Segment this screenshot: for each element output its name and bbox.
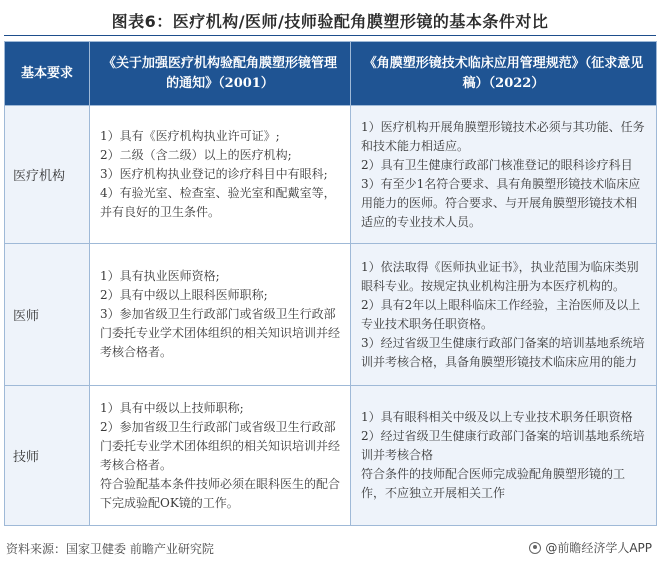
physician-2022-cell	[351, 244, 657, 386]
list-item: 3）参加省级卫生行政部门或省级卫生行政部门委托专业学术团体组织的相关知识培训并经考核合格者。	[100, 307, 341, 359]
row-label-physician: 医师	[5, 244, 90, 386]
list-item: 3）经过省级卫生健康行政部门备案的培训基地系统培训并考核合格，具备角膜塑形镜技术临床应用的能力	[361, 335, 645, 369]
header-notice-2001: 《关于加强医疗机构验配角膜塑形镜管理的通知》（2001）	[90, 42, 351, 106]
list-item: 2）二级（含二级）以上的医疗机构;	[100, 148, 292, 162]
institution-2022-cell	[351, 106, 657, 244]
chart-title: 图表6：医疗机构/医师/技师验配角膜塑形镜的基本条件对比	[111, 12, 549, 31]
list-item: 符合条件的技师配合医师完成验配角膜塑形镜的工作，不应独立开展相关工作	[361, 467, 626, 500]
table-row	[5, 106, 657, 244]
list-item: 2）具有2年以上眼科临床工作经验，主治医师及以上专业技术职务任职资格。	[361, 297, 641, 331]
brand-credit	[529, 539, 652, 556]
list-item: 2）参加省级卫生行政部门或省级卫生行政部门委托专业学术团体组织的相关知识培训并经考核合格者。	[100, 419, 341, 472]
list-item: 1）医疗机构开展角膜塑形镜技术必须与其功能、任务和技术能力相适应。	[361, 119, 645, 153]
header-spec-2022: 《角膜塑形镜技术临床应用管理规范》（征求意见稿）（2022）	[351, 42, 657, 106]
list-item: 1）具有《医疗机构执业许可证》;	[100, 129, 280, 143]
list-item: 3）医疗机构执业登记的诊疗科目中有眼科;	[100, 167, 328, 181]
list-item: 1）依法取得《医师执业证书》，执业范围为临床类别眼科专业。按规定执业机构注册为本医疗机构的。	[361, 259, 639, 293]
table-header-row	[5, 42, 657, 106]
list-item: 2）经过省级卫生健康行政部门备案的培训基地系统培训并考核合格	[361, 429, 645, 462]
source-note: 资料来源：国家卫健委 前瞻产业研究院	[6, 542, 214, 556]
header-basic-requirements: 基本要求	[5, 42, 90, 106]
title-divider	[4, 35, 656, 36]
list-item: 2）具有卫生健康行政部门核准登记的眼科诊疗科目	[361, 157, 633, 172]
list-item: 4）有验光室、检查室、验光室和配戴室等，并有良好的卫生条件。	[100, 186, 336, 219]
list-item: 3）有至少1名符合要求、具有角膜塑形镜技术临床应用能力的医师。符合要求、与开展角膜塑形镜技术相适应的专业技术人员。	[361, 176, 641, 229]
technician-2001-cell	[90, 386, 351, 526]
row-label-institution: 医疗机构	[5, 106, 90, 244]
list-item: 2）具有中级以上眼科医师职称;	[100, 288, 268, 302]
list-item: 1）具有中级以上技师职称;	[100, 400, 244, 415]
list-item: 符合验配基本条件技师必须在眼科医生的配合下完成验配OK镜的工作。	[100, 476, 341, 510]
physician-2001-cell	[90, 244, 351, 386]
table-row	[5, 244, 657, 386]
technician-2022-cell	[351, 386, 657, 526]
institution-2001-cell	[90, 106, 351, 244]
brand-label: @前瞻经济学人APP	[545, 541, 652, 555]
comparison-table	[4, 41, 657, 526]
list-item: 1）具有眼科相关中级及以上专业技术职务任职资格	[361, 410, 633, 424]
table-row	[5, 386, 657, 526]
row-label-technician: 技师	[5, 386, 90, 526]
list-item: 1）具有执业医师资格;	[100, 269, 220, 283]
brand-logo-icon	[529, 542, 541, 554]
